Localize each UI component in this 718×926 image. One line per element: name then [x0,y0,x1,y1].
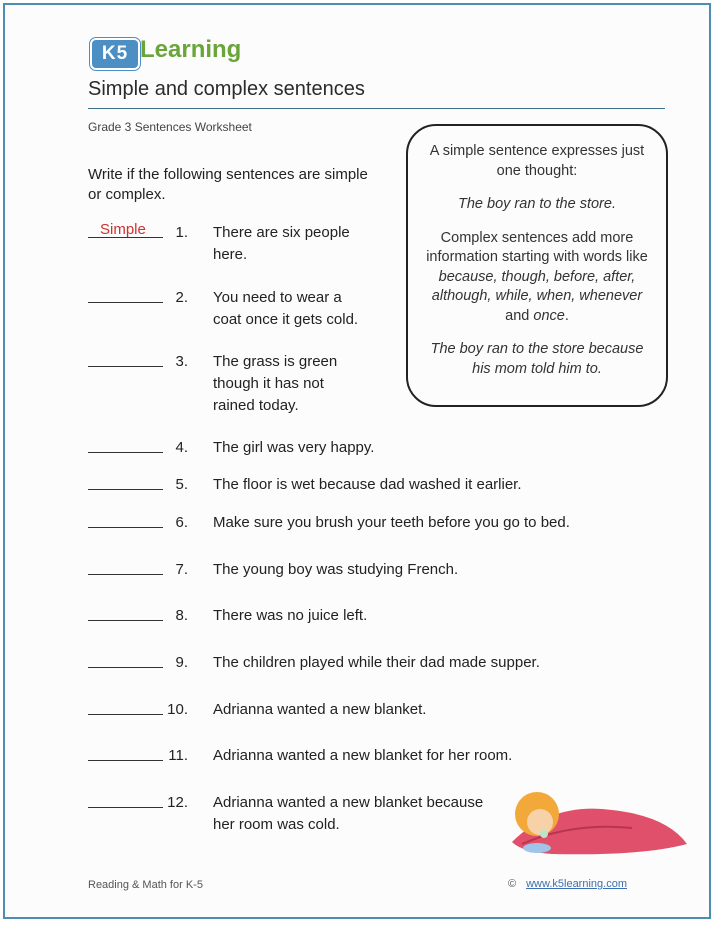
question-text: here. [213,246,248,263]
complex-definition: Complex sentences add more information starting with words like because, though, before, after, although, while, when, whenever and once. [426,229,648,324]
complex-and: and [505,307,534,324]
question-text: rained today. [213,397,299,414]
website-link[interactable]: www.k5learning.com [526,878,627,890]
question-number: 8. [175,607,188,624]
question-number: 9. [175,654,188,671]
answer-blank[interactable] [88,302,163,303]
question-number: 4. [175,439,188,456]
instructions: Write if the following sentences are simple or complex. [88,166,368,203]
worksheet-subtitle: Grade 3 Sentences Worksheet [88,120,252,134]
question-number: 12. [167,794,188,811]
title-divider [88,108,665,109]
question-text: The girl was very happy. [213,439,375,456]
question-text: There was no juice left. [213,607,368,624]
answer-blank[interactable] [88,667,163,668]
copyright-symbol: © [508,878,517,890]
question-number: 2. [175,289,188,306]
question-text: You need to wear a [213,289,342,306]
complex-example: The boy ran to the store because his mom told him to. [430,341,644,377]
simple-example: The boy ran to the store. [458,196,616,212]
question-text: coat once it gets cold. [213,311,359,328]
question-number: 11. [168,747,188,764]
logo-badge: K5 [90,38,140,70]
question-text: Make sure you brush your teeth before you go to bed. [213,514,570,531]
answer-blank[interactable] [88,489,163,490]
question-number: 7. [175,561,188,578]
complex-def-text: Complex sentences add more information starting with words like [426,229,648,265]
question-number: 10. [167,701,188,718]
sleeping-girl-blanket-icon [492,782,692,862]
question-text: The children played while their dad made supper. [213,654,540,671]
logo-word: Learning [140,36,242,63]
answer-blank[interactable] [88,366,163,367]
question-text: Adrianna wanted a new blanket. [213,701,427,718]
question-text: There are six people [213,224,350,241]
question-number: 6. [175,514,188,531]
question-text: her room was cold. [213,816,340,833]
question-number: 5. [175,476,188,493]
question-text: The grass is green [213,353,338,370]
question-text: The young boy was studying French. [213,561,459,578]
answer-blank[interactable] [88,807,163,808]
question-text: The floor is wet because dad washed it earlier. [213,476,522,493]
footer-tagline: Reading & Math for K-5 [88,879,203,891]
footer-url [508,878,627,890]
definition-box [406,124,668,407]
page-title: Simple and complex sentences [88,78,365,100]
answer-blank[interactable] [88,574,163,575]
question-text: though it has not [213,375,324,392]
answer-blank[interactable] [88,620,163,621]
answer-blank[interactable] [88,527,163,528]
answer-text: Simple [100,221,146,238]
question-text: Adrianna wanted a new blanket for her room. [213,747,513,764]
question-number: 3. [175,353,188,370]
answer-blank[interactable] [88,760,163,761]
complex-last-word: once [533,307,565,324]
answer-blank[interactable] [88,714,163,715]
answer-blank[interactable] [88,452,163,453]
question-text: Adrianna wanted a new blanket because [213,794,484,811]
simple-definition: A simple sentence expresses just one thought: [429,143,645,179]
question-number: 1. [175,224,188,241]
complex-words: because, though, before, after, although, while, when, whenever [431,268,643,304]
